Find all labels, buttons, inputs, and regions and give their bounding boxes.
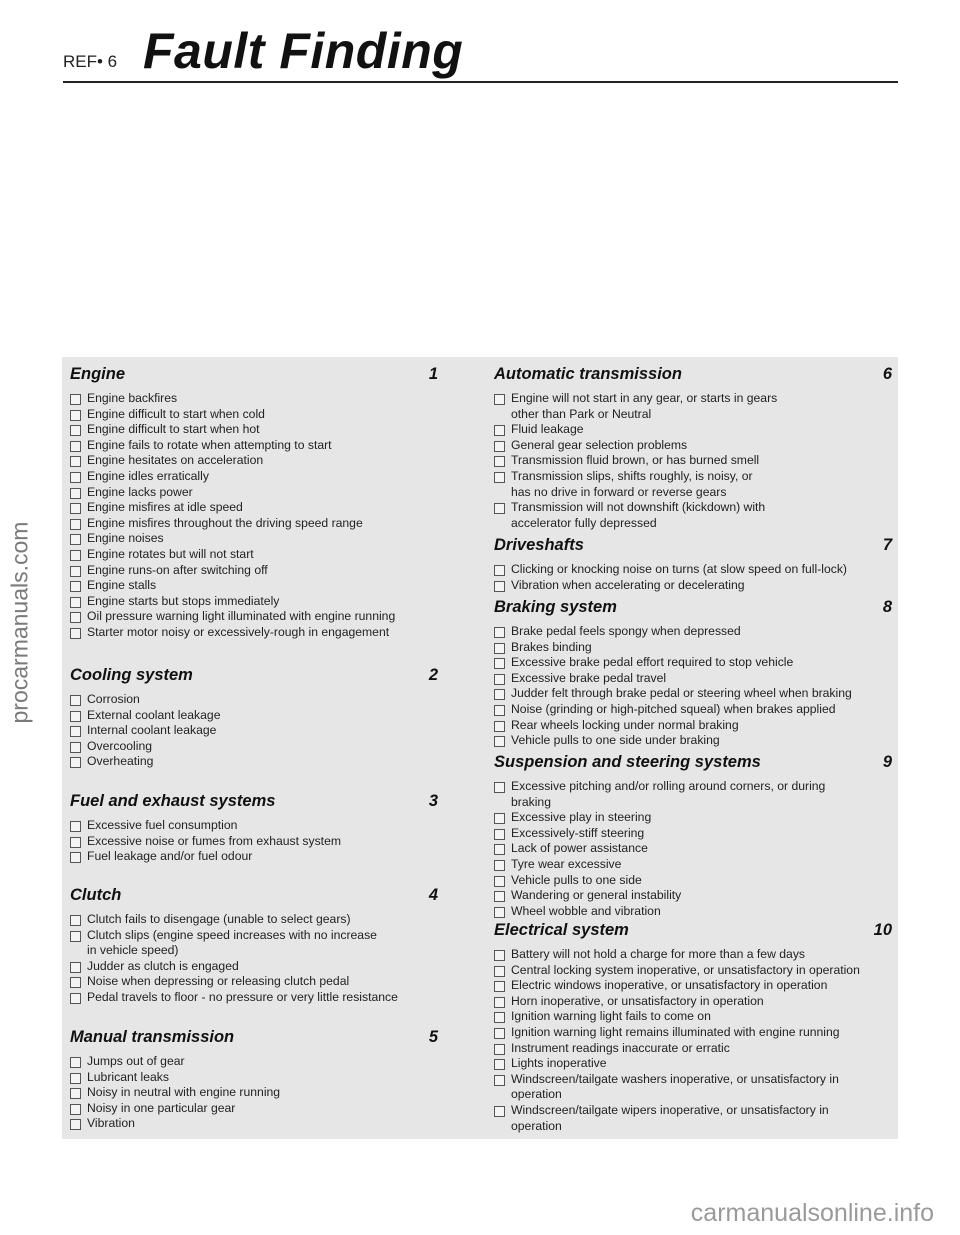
fault-item [70, 391, 438, 407]
section-heading [70, 1020, 438, 1050]
fault-item [70, 1054, 438, 1070]
fault-item-text: Wheel wobble and vibration [511, 903, 661, 918]
fault-item-text: Lubricant leaks [87, 1069, 169, 1084]
fault-item-text: Engine difficult to start when cold [87, 406, 265, 421]
checkbox-icon [70, 394, 81, 405]
checkbox-icon [70, 456, 81, 467]
fault-index-panel [62, 357, 898, 1139]
checkbox-icon [70, 550, 81, 561]
section-heading [494, 913, 892, 943]
section-manual-transmission [70, 1020, 438, 1132]
fault-item-text: Excessive brake pedal travel [511, 670, 667, 685]
checkbox-icon [494, 891, 505, 902]
fault-item-text: Lights inoperative [511, 1056, 607, 1071]
section-title: Electrical system [494, 921, 629, 939]
fault-item [494, 841, 892, 857]
checkbox-icon [494, 674, 505, 685]
checkbox-icon [70, 597, 81, 608]
checkbox-icon [494, 813, 505, 824]
fault-item [70, 500, 438, 516]
checkbox-icon [494, 1028, 505, 1039]
fault-item-text: Rear wheels locking under normal braking [511, 717, 739, 732]
fault-item [70, 739, 438, 755]
fault-item [494, 469, 892, 500]
section-title: Automatic transmission [494, 365, 682, 383]
checkbox-icon [70, 472, 81, 483]
fault-item-text: Noise when depressing or releasing clutch pedal [87, 974, 350, 989]
fault-item [70, 563, 438, 579]
checkbox-icon [70, 1104, 81, 1115]
fault-item [494, 702, 892, 718]
checkbox-icon [70, 915, 81, 926]
section-title: Suspension and steering systems [494, 753, 761, 771]
fault-item [70, 1101, 438, 1117]
checkbox-icon [494, 721, 505, 732]
fault-item [494, 994, 892, 1010]
fault-item-text: Electric windows inoperative, or unsatisfactory in operation [511, 978, 828, 993]
section-heading [494, 590, 892, 620]
fault-item-text: Noise (grinding or high-pitched squeal) when brakes applied [511, 701, 836, 716]
section-engine [70, 357, 438, 641]
fault-item [70, 990, 438, 1006]
checkbox-icon [494, 658, 505, 669]
checkbox-icon [70, 757, 81, 768]
section-suspension-and-steering-systems [494, 745, 892, 919]
checkbox-icon [494, 472, 505, 483]
fault-item [70, 609, 438, 625]
checkbox-icon [494, 627, 505, 638]
fault-item [70, 422, 438, 438]
fault-item [494, 857, 892, 873]
checkbox-icon [494, 705, 505, 716]
fault-item [494, 947, 892, 963]
checkbox-icon [70, 488, 81, 499]
fault-item-text: Excessive fuel consumption [87, 818, 238, 832]
fault-item [494, 562, 892, 578]
fault-item [494, 671, 892, 687]
checkbox-icon [494, 1044, 505, 1055]
fault-item-text: operation [511, 1087, 562, 1102]
fault-item [70, 594, 438, 610]
fault-item [494, 810, 892, 826]
fault-item-text: Ignition warning light remains illuminated with engine running [511, 1024, 840, 1039]
fault-list [494, 624, 892, 749]
section-heading [494, 528, 892, 558]
checkbox-icon [70, 1119, 81, 1130]
checkbox-icon [70, 931, 81, 942]
fault-item-text: Engine runs-on after switching off [87, 562, 268, 577]
section-electrical-system [494, 913, 892, 1134]
fault-item [494, 422, 892, 438]
checkbox-icon [494, 997, 505, 1008]
section-title: Clutch [70, 886, 122, 904]
fault-item-text: Pedal travels to floor - no pressure or very little resistance [87, 989, 398, 1004]
fault-item [70, 625, 438, 641]
fault-item [70, 531, 438, 547]
fault-item-text: accelerator fully depressed [511, 515, 657, 530]
fault-item-text: Engine starts but stops immediately [87, 593, 280, 608]
fault-item [70, 959, 438, 975]
checkbox-icon [70, 441, 81, 452]
fault-item [70, 469, 438, 485]
checkbox-icon [494, 503, 505, 514]
fault-item [494, 1025, 892, 1041]
page-reference: REF• 6 [63, 52, 118, 71]
fault-item-text: Overheating [87, 754, 154, 769]
section-clutch [70, 878, 438, 1006]
checkbox-icon [494, 950, 505, 961]
fault-item [494, 640, 892, 656]
checkbox-icon [70, 993, 81, 1004]
section-number: 7 [882, 536, 892, 554]
fault-item [70, 438, 438, 454]
fault-item-text: Engine noises [87, 531, 164, 546]
fault-item-text: General gear selection problems [511, 437, 688, 452]
checkbox-icon [494, 1012, 505, 1023]
fault-item-text: Transmission slips, shifts roughly, is noisy, or [511, 468, 753, 483]
fault-item-text: Excessive pitching and/or rolling around corners, or during [511, 779, 826, 793]
fault-item-text: Fuel leakage and/or fuel odour [87, 849, 253, 864]
fault-item-text: Noisy in neutral with engine running [87, 1085, 281, 1100]
fault-item [70, 1070, 438, 1086]
fault-item-text: Engine misfires at idle speed [87, 500, 243, 515]
checkbox-icon [494, 689, 505, 700]
checkbox-icon [494, 425, 505, 436]
fault-item-text: Brake pedal feels spongy when depressed [511, 624, 741, 638]
checkbox-icon [494, 860, 505, 871]
checkbox-icon [70, 695, 81, 706]
fault-item-text: Oil pressure warning light illuminated with engine running [87, 609, 396, 624]
checkbox-icon [70, 581, 81, 592]
section-driveshafts [494, 528, 892, 593]
fault-item [70, 516, 438, 532]
section-title: Cooling system [70, 666, 193, 684]
section-number: 8 [882, 598, 892, 616]
checkbox-icon [494, 394, 505, 405]
checkbox-icon [70, 628, 81, 639]
fault-item-text: Engine fails to rotate when attempting to start [87, 437, 332, 452]
fault-item-text: Excessive brake pedal effort required to stop vehicle [511, 655, 794, 670]
checkbox-icon [70, 852, 81, 863]
section-number: 2 [428, 666, 438, 684]
fault-item-text: Clutch fails to disengage (unable to select gears) [87, 912, 351, 926]
section-fuel-and-exhaust-systems [70, 784, 438, 865]
fault-item [70, 1116, 438, 1132]
fault-item-text: Instrument readings inaccurate or erratic [511, 1040, 730, 1055]
fault-item [70, 485, 438, 501]
fault-item-text: in vehicle speed) [87, 943, 179, 958]
fault-item [70, 708, 438, 724]
fault-list [494, 947, 892, 1134]
checkbox-icon [70, 711, 81, 722]
section-automatic-transmission [494, 357, 892, 531]
fault-item-text: has no drive in forward or reverse gears [511, 484, 727, 499]
fault-item [494, 438, 892, 454]
fault-item-text: Overcooling [87, 738, 153, 753]
fault-item-text: Engine will not start in any gear, or starts in gears [511, 391, 778, 405]
checkbox-icon [494, 981, 505, 992]
fault-item-text: Engine misfires throughout the driving speed range [87, 515, 363, 530]
checkbox-icon [70, 503, 81, 514]
fault-item [494, 1103, 892, 1134]
checkbox-icon [70, 425, 81, 436]
fault-item-text: Wandering or general instability [511, 888, 682, 903]
fault-item-text: Excessively-stiff steering [511, 825, 645, 840]
header-rule [63, 81, 898, 83]
section-title: Manual transmission [70, 1028, 235, 1046]
fault-item-text: Judder as clutch is engaged [87, 958, 239, 973]
fault-item [70, 407, 438, 423]
section-heading [494, 745, 892, 775]
fault-item [70, 818, 438, 834]
fault-item [70, 692, 438, 708]
fault-item [494, 978, 892, 994]
checkbox-icon [70, 534, 81, 545]
fault-item [494, 963, 892, 979]
fault-item-text: Battery will not hold a charge for more than a few days [511, 947, 806, 961]
fault-item-text: Windscreen/tailgate wipers inoperative, or unsatisfactory in [511, 1102, 829, 1117]
fault-item-text: Excessive noise or fumes from exhaust system [87, 833, 341, 848]
checkbox-icon [70, 612, 81, 623]
fault-item-text: External coolant leakage [87, 707, 221, 722]
checkbox-icon [494, 782, 505, 793]
fault-item-text: Windscreen/tailgate washers inoperative, or unsatisfactory in [511, 1071, 839, 1086]
fault-item [494, 1056, 892, 1072]
fault-item-text: Vehicle pulls to one side under braking [511, 733, 720, 748]
fault-item-text: Brakes binding [511, 639, 592, 654]
checkbox-icon [494, 643, 505, 654]
fault-item [70, 578, 438, 594]
fault-list [70, 692, 438, 770]
checkbox-icon [494, 829, 505, 840]
fault-item-text: braking [511, 794, 551, 809]
fault-item [494, 686, 892, 702]
fault-item-text: Vibration when accelerating or decelerating [511, 577, 745, 592]
checkbox-icon [494, 1106, 505, 1117]
fault-list [494, 779, 892, 919]
fault-item-text: Noisy in one particular gear [87, 1100, 236, 1115]
section-number: 1 [428, 365, 438, 383]
checkbox-icon [494, 441, 505, 452]
fault-item [494, 655, 892, 671]
fault-item [494, 873, 892, 889]
fault-item-text: Engine stalls [87, 578, 157, 593]
fault-item-text: Engine lacks power [87, 484, 193, 499]
section-number: 9 [882, 753, 892, 771]
fault-item-text: Jumps out of gear [87, 1054, 185, 1068]
section-braking-system [494, 590, 892, 749]
checkbox-icon [494, 456, 505, 467]
fault-item [494, 718, 892, 734]
fault-list [70, 912, 438, 1006]
fault-item-text: Vehicle pulls to one side [511, 872, 642, 887]
section-number: 5 [428, 1028, 438, 1046]
checkbox-icon [70, 1073, 81, 1084]
fault-list [70, 818, 438, 865]
checkbox-icon [494, 844, 505, 855]
fault-item [494, 453, 892, 469]
section-title: Engine [70, 365, 126, 383]
fault-item-text: Tyre wear excessive [511, 856, 622, 871]
fault-item [494, 826, 892, 842]
fault-item-text: Ignition warning light fails to come on [511, 1009, 711, 1024]
fault-item-text: Transmission will not downshift (kickdown) with [511, 500, 766, 515]
checkbox-icon [70, 977, 81, 988]
fault-list [70, 1054, 438, 1132]
fault-item [70, 849, 438, 865]
fault-item [494, 1041, 892, 1057]
fault-item [70, 723, 438, 739]
fault-item-text: Transmission fluid brown, or has burned smell [511, 453, 760, 468]
fault-item [70, 1085, 438, 1101]
fault-list [494, 562, 892, 593]
fault-item-text: Engine backfires [87, 391, 178, 405]
bottom-watermark: carmanualsonline.info [690, 1199, 934, 1227]
checkbox-icon [70, 566, 81, 577]
section-heading [70, 878, 438, 908]
fault-item [70, 928, 438, 959]
fault-item-text: Central locking system inoperative, or unsatisfactory in operation [511, 962, 860, 977]
fault-item-text: Engine hesitates on acceleration [87, 453, 264, 468]
fault-item-text: Internal coolant leakage [87, 723, 217, 738]
fault-item-text: Clicking or knocking noise on turns (at slow speed on full-lock) [511, 562, 847, 576]
checkbox-icon [494, 876, 505, 887]
fault-item [494, 888, 892, 904]
fault-item-text: Fluid leakage [511, 422, 584, 437]
side-watermark: procarmanuals.com [6, 521, 33, 724]
fault-item-text: Vibration [87, 1116, 135, 1131]
fault-item [70, 453, 438, 469]
section-cooling-system [70, 658, 438, 770]
fault-item-text: Judder felt through brake pedal or steering wheel when braking [511, 686, 852, 701]
fault-item-text: Corrosion [87, 692, 140, 706]
fault-item-text: Clutch slips (engine speed increases with no increase [87, 927, 377, 942]
checkbox-icon [494, 966, 505, 977]
checkbox-icon [70, 519, 81, 530]
checkbox-icon [70, 742, 81, 753]
fault-item-text: Engine rotates but will not start [87, 546, 254, 561]
fault-item [70, 754, 438, 770]
fault-item [494, 624, 892, 640]
checkbox-icon [70, 726, 81, 737]
fault-item-text: Excessive play in steering [511, 810, 652, 825]
section-number: 6 [882, 365, 892, 383]
section-heading [494, 357, 892, 387]
checkbox-icon [70, 1088, 81, 1099]
section-number: 4 [428, 886, 438, 904]
section-title: Braking system [494, 598, 617, 616]
fault-list [494, 391, 892, 531]
fault-item [494, 500, 892, 531]
fault-item-text: Engine idles erratically [87, 468, 209, 483]
fault-item-text: Lack of power assistance [511, 841, 648, 856]
fault-item [70, 834, 438, 850]
section-title: Fuel and exhaust systems [70, 792, 276, 810]
section-number: 10 [873, 921, 892, 939]
section-heading [70, 658, 438, 688]
fault-item-text: Engine difficult to start when hot [87, 422, 260, 437]
fault-item [494, 391, 892, 422]
page-header [63, 22, 898, 84]
page-title: Fault Finding [143, 23, 464, 79]
checkbox-icon [70, 1057, 81, 1068]
fault-item [70, 547, 438, 563]
section-heading [70, 357, 438, 387]
fault-item-text: Starter motor noisy or excessively-rough in engagement [87, 624, 390, 639]
checkbox-icon [494, 565, 505, 576]
fault-item [70, 974, 438, 990]
section-heading [70, 784, 438, 814]
fault-item [494, 779, 892, 810]
fault-item [494, 1009, 892, 1025]
fault-item [494, 1072, 892, 1103]
section-title: Driveshafts [494, 536, 584, 554]
checkbox-icon [70, 962, 81, 973]
checkbox-icon [494, 1059, 505, 1070]
checkbox-icon [70, 410, 81, 421]
checkbox-icon [70, 821, 81, 832]
fault-item-text: operation [511, 1118, 562, 1133]
fault-item-text: other than Park or Neutral [511, 406, 652, 421]
fault-item [70, 912, 438, 928]
checkbox-icon [494, 1075, 505, 1086]
fault-list [70, 391, 438, 641]
section-number: 3 [428, 792, 438, 810]
checkbox-icon [70, 837, 81, 848]
fault-item-text: Horn inoperative, or unsatisfactory in operation [511, 993, 764, 1008]
